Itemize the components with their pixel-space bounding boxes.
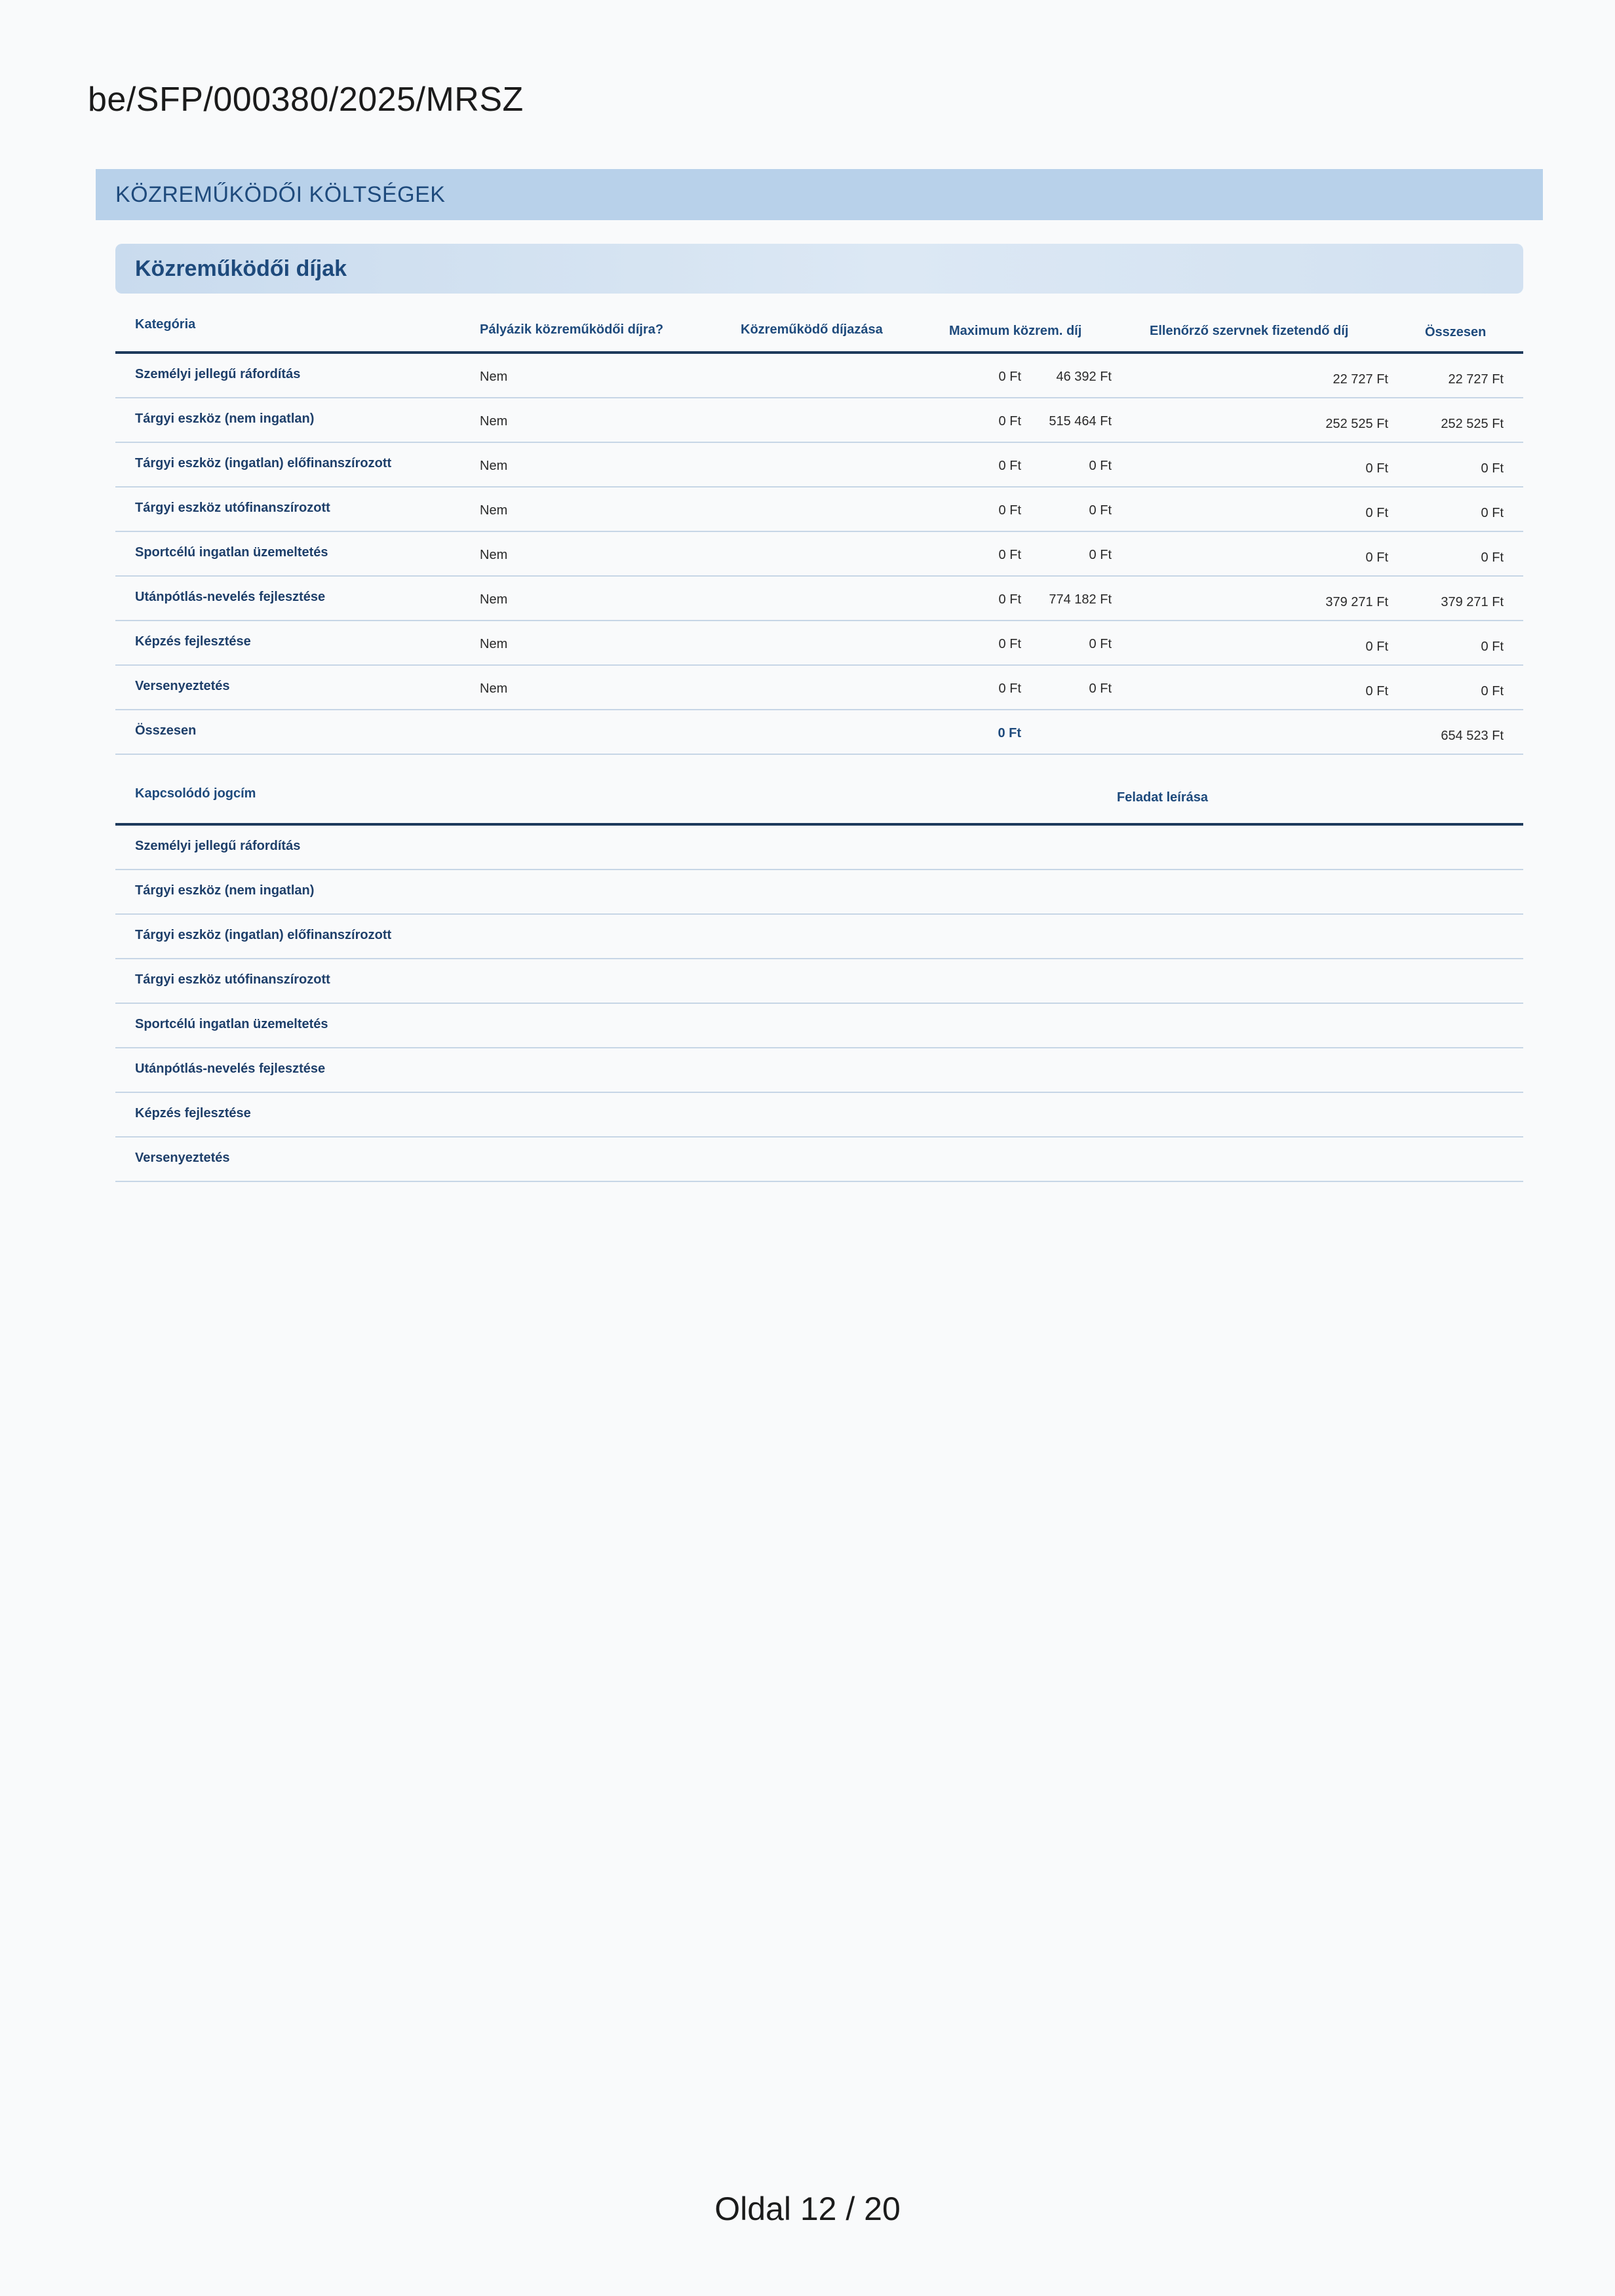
cell-category: Utánpótlás-nevelés fejlesztése	[135, 590, 326, 604]
cell-related-title: Személyi jellegű ráfordítás	[135, 839, 301, 853]
document-id: be/SFP/000380/2025/MRSZ	[88, 81, 524, 119]
col-header-category: Kategória	[135, 317, 196, 332]
cell-max: 515 464 Ft	[1049, 414, 1112, 429]
fees-table-row	[115, 398, 1523, 443]
cell-applies: Nem	[480, 548, 508, 562]
cell-total: 252 525 Ft	[1441, 417, 1504, 431]
cell-related-title: Tárgyi eszköz (nem ingatlan)	[135, 883, 315, 898]
fees-table-row	[115, 532, 1523, 577]
cell-category: Képzés fejlesztése	[135, 634, 251, 649]
fees-table-row	[115, 488, 1523, 532]
col-header-inspector: Ellenőrző szervnek fizetendő díj	[1150, 324, 1349, 338]
tasks-table-row	[115, 915, 1523, 959]
cell-fee: 0 Ft	[998, 414, 1021, 429]
cell-total: 0 Ft	[1481, 506, 1504, 520]
cell-related-title: Sportcélú ingatlan üzemeltetés	[135, 1017, 328, 1031]
cell-max: 774 182 Ft	[1049, 592, 1112, 607]
cell-fee: 0 Ft	[998, 459, 1021, 473]
cell-fee: 0 Ft	[998, 592, 1021, 607]
cell-inspector: 0 Ft	[1365, 640, 1388, 654]
cell-inspector: 0 Ft	[1365, 550, 1388, 565]
cell-total: 379 271 Ft	[1441, 595, 1504, 609]
col-header-applies: Pályázik közreműködői díjra?	[480, 322, 664, 337]
cell-category: Versenyeztetés	[135, 679, 230, 693]
col-header-total: Összesen	[1425, 325, 1487, 339]
cell-total: 22 727 Ft	[1448, 372, 1504, 387]
cell-inspector: 0 Ft	[1365, 684, 1388, 698]
cell-inspector: 252 525 Ft	[1325, 417, 1388, 431]
cell-inspector: 0 Ft	[1365, 506, 1388, 520]
fees-table-row	[115, 443, 1523, 488]
fees-table-row	[115, 354, 1523, 398]
cell-category: Személyi jellegű ráfordítás	[135, 367, 301, 381]
cell-fee: 0 Ft	[998, 503, 1021, 518]
cell-related-title: Versenyeztetés	[135, 1151, 230, 1165]
cell-applies: Nem	[480, 681, 508, 696]
cell-inspector: 0 Ft	[1365, 461, 1388, 476]
tasks-table-header	[115, 780, 1523, 826]
col-header-fee: Közreműködő díjazása	[741, 322, 883, 337]
subsection-title: Közreműködői díjak	[135, 256, 347, 281]
cell-fee: 0 Ft	[998, 370, 1021, 384]
cell-applies: Nem	[480, 592, 508, 607]
cell-applies: Nem	[480, 414, 508, 429]
cell-total: 0 Ft	[1481, 684, 1504, 698]
total-fee: 0 Ft	[998, 726, 1021, 740]
tasks-table	[115, 780, 1523, 1182]
cell-applies: Nem	[480, 459, 508, 473]
cell-fee: 0 Ft	[998, 637, 1021, 651]
cell-inspector: 379 271 Ft	[1325, 595, 1388, 609]
cell-applies: Nem	[480, 503, 508, 518]
cell-related-title: Tárgyi eszköz utófinanszírozott	[135, 972, 330, 987]
section-title: KÖZREMŰKÖDŐI KÖLTSÉGEK	[115, 182, 446, 207]
cell-max: 0 Ft	[1089, 637, 1112, 651]
cell-total: 0 Ft	[1481, 461, 1504, 476]
cell-max: 0 Ft	[1089, 503, 1112, 518]
cell-category: Tárgyi eszköz (ingatlan) előfinanszírozott	[135, 456, 392, 470]
cell-category: Tárgyi eszköz (nem ingatlan)	[135, 411, 315, 426]
cell-fee: 0 Ft	[998, 681, 1021, 696]
page-number: Oldal 12 / 20	[714, 2191, 901, 2227]
total-sum: 654 523 Ft	[1441, 729, 1504, 743]
cell-fee: 0 Ft	[998, 548, 1021, 562]
tasks-table-row	[115, 870, 1523, 915]
cell-category: Sportcélú ingatlan üzemeltetés	[135, 545, 328, 560]
cell-inspector: 22 727 Ft	[1333, 372, 1388, 387]
tasks-table-row	[115, 1048, 1523, 1093]
fees-table	[115, 308, 1523, 755]
cell-max: 0 Ft	[1089, 459, 1112, 473]
cell-related-title: Utánpótlás-nevelés fejlesztése	[135, 1062, 326, 1076]
total-label: Összesen	[135, 723, 197, 738]
fees-table-row	[115, 621, 1523, 666]
fees-table-row	[115, 577, 1523, 621]
tasks-table-row	[115, 1004, 1523, 1048]
fees-total-row	[115, 710, 1523, 755]
tasks-table-row	[115, 1138, 1523, 1182]
cell-max: 0 Ft	[1089, 548, 1112, 562]
cell-max: 46 392 Ft	[1056, 370, 1112, 384]
tasks-table-row	[115, 959, 1523, 1004]
cell-applies: Nem	[480, 637, 508, 651]
subsection-header	[115, 244, 1523, 294]
col-header-task-description: Feladat leírása	[1117, 790, 1208, 805]
col-header-max: Maximum közrem. díj	[949, 324, 1082, 338]
cell-total: 0 Ft	[1481, 640, 1504, 654]
cell-applies: Nem	[480, 370, 508, 384]
cell-category: Tárgyi eszköz utófinanszírozott	[135, 501, 330, 515]
fees-table-row	[115, 666, 1523, 710]
fees-table-header	[115, 308, 1523, 354]
cell-max: 0 Ft	[1089, 681, 1112, 696]
section-header	[96, 169, 1543, 220]
tasks-table-row	[115, 1093, 1523, 1138]
cell-total: 0 Ft	[1481, 550, 1504, 565]
tasks-table-row	[115, 826, 1523, 870]
col-header-related-title: Kapcsolódó jogcím	[135, 786, 256, 801]
cell-related-title: Képzés fejlesztése	[135, 1106, 251, 1120]
cell-related-title: Tárgyi eszköz (ingatlan) előfinanszírozott	[135, 928, 392, 942]
